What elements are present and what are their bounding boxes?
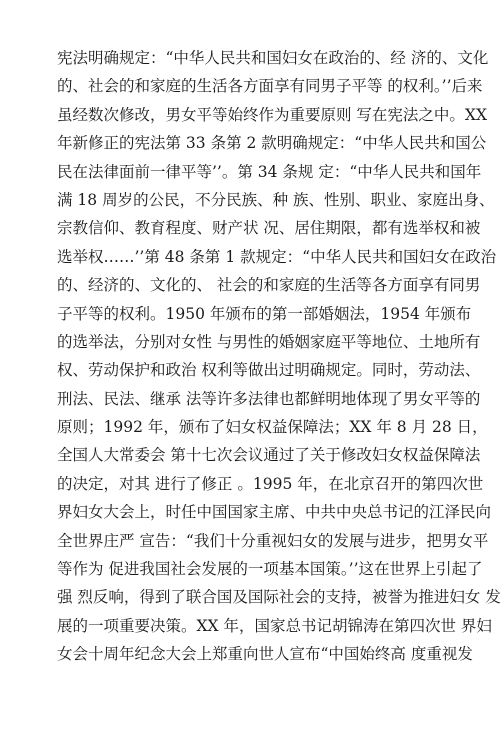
text-line-18: 全世界庄严 宣告：“我们十分重视妇女的发展与进步，把男女平 [57,531,489,550]
text-line-9: 的、经济的、文化的、 社会的和家庭的生活等各方面享有同男 [57,276,481,295]
text-line-4: 年新修正的宪法第 33 条第 2 款明确规定：“中华人民共和国公 [57,134,487,153]
text-line-2: 的、社会的和家庭的生活各方面享有同男子平等 的权利。’’后来 [57,77,483,96]
text-line-20: 强 烈反响，得到了联合国及国际社会的支持，被誉为推进妇女 发 [57,588,501,607]
text-line-21: 展的一项重要决策。XX 年，国家总书记胡锦涛在第四次世 界妇 [57,616,492,635]
text-line-8: 选举权……’’第 48 条第 1 款规定：“中华人民共和国妇女在政治 [57,247,497,266]
text-line-11: 的选举法，分别对女性 与男性的婚姻家庭平等地位、土地所有 [57,332,481,351]
text-line-14: 原则；1992 年，颁布了妇女权益保障法；XX 年 8 月 28 日， [57,418,488,437]
text-line-7: 宗教信仰、教育程度、财产状 况、居住期限，都有选举权和被 [57,219,481,238]
text-line-15: 全国人大常委会 第十七次会议通过了关于修改妇女权益保障法 [57,446,481,465]
text-line-1: 宪法明确规定：“中华人民共和国妇女在政治的、经 济的、文化 [57,49,489,67]
text-line-12: 权、劳动保护和政治 权利等做出过明确规定。同时，劳动法、 [57,361,481,380]
text-line-13: 刑法、民法、继承 法等许多法律也都鲜明地体现了男女平等的 [57,389,481,408]
body-paragraph [57,44,501,669]
text-line-19: 等作为 促进我国社会发展的一项基本国策。’’这在世界上引起了 [57,560,483,579]
text-line-22: 女会十周年纪念大会上郑重向世人宣布“中国始终高 度重视发 [57,645,473,664]
text-line-17: 界妇女大会上，时任中国国家主席、中共中央总书记的江泽民向 [57,503,492,522]
text-line-5: 民在法律面前一律平等’’。第 34 条规 定：“中华人民共和国年 [57,162,482,181]
text-line-10: 子平等的权利。1950 年颁布的第一部婚姻法，1954 年颁布 [57,304,472,323]
text-line-16: 的决定，对其 进行了修正 。1995 年，在北京召开的第四次世 [57,474,484,493]
text-line-3: 虽经数次修改，男女平等始终作为重要原则 写在宪法之中。XX [57,105,487,124]
text-line-6: 满 18 周岁的公民，不分民族、种 族、性别、职业、家庭出身、 [57,190,495,209]
